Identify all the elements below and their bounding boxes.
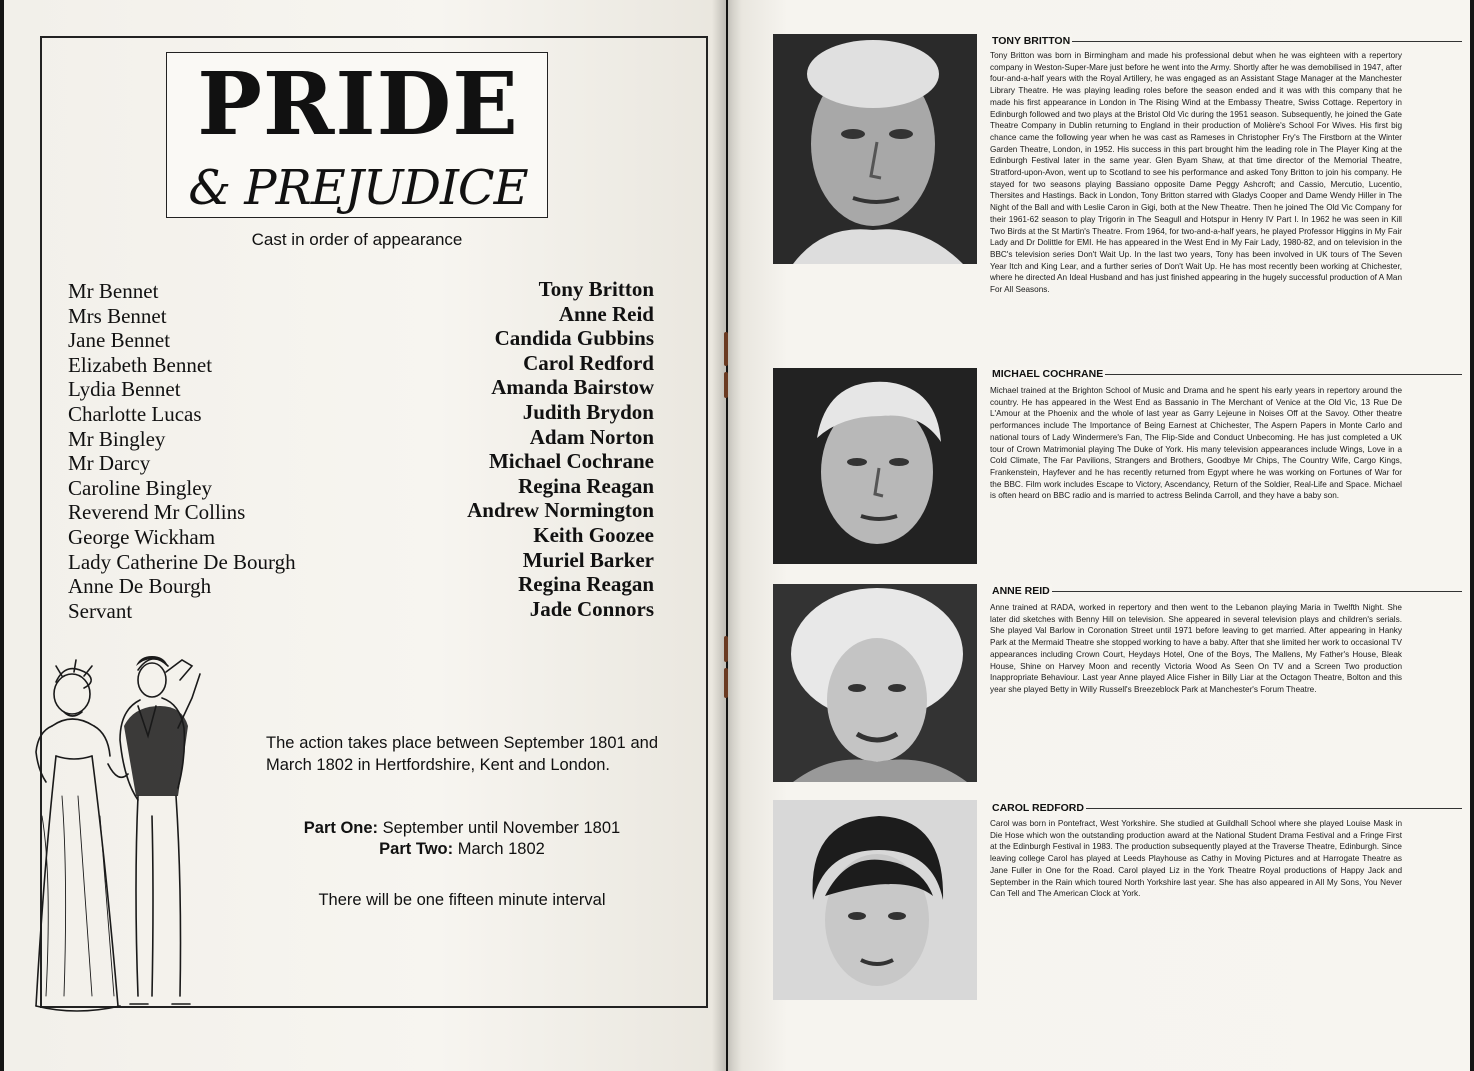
actor-name: Amanda Bairstow — [491, 375, 654, 400]
photo-anne-reid — [773, 584, 977, 782]
bio-text-carol-redford: Carol was born in Pontefract, West Yorkshire. She studied at Guildhall School where she played Louise Mask in Die Hose which won the outstanding production award at the National Student Drama Festival and a Fringe First at the Edinburgh Festival in 1983. The production subsequently played at the Traverse Theatre, Edinburgh. Since leaving college Carol has played at Leeds Playhouse as Cathy in Moving Pictures and at Harrogate Theatre as Jane Fuller in One for the Road. Carol played Liz in the York Theatre Royal productions of Happy Jack and September in the Rain which toured North Yorkshire last year. She has also appeared in All My Sons, You Never Can Tell and The American Clock at York. — [990, 819, 1402, 899]
actor-name: Anne Reid — [558, 301, 654, 326]
interval-note: There will be one fifteen minute interval — [318, 891, 606, 909]
role-name: Caroline Bingley — [68, 475, 213, 500]
bio-name: TONY BRITTON — [992, 35, 1071, 47]
part-two-label: Part Two: — [379, 840, 454, 858]
staple — [724, 636, 728, 662]
actor-name: Andrew Normington — [467, 498, 654, 523]
actor-list — [400, 277, 654, 621]
role-name: Mr Bingley — [68, 426, 166, 451]
role-name: Mr Darcy — [68, 451, 151, 476]
staple — [724, 372, 728, 398]
role-name: Anne De Bourgh — [68, 574, 212, 599]
bio-text-tony-britton: Tony Britton was born in Birmingham and made his professional debut when he was eighteen with a repertory company in Weston-Super-Mare just before he went into the Army. Shortly after he was demobilised in 1947, after four-and-a-half years with the Royal Artillery, he was engaged as an Assistant Stage Manager at the Manchester Library Theatre. He was playing leading roles before the season ended and it was with this company that he made his first appearance in London in The Rising Wind at the Embassy Theatre, Swiss Cottage. Repertory in Edinburgh followed and two plays at the Bristol Old Vic during the 1951 season. Subsequently, he joined the Gate Theatre Company in Dublin returning to England in their production of Molière's School For Wives. His first big chance came the following year when he was cast as Rameses in Christopher Fry's The Firstborn at the Winter Garden Theatre, London, in 1952. His success in this part brought him the leading role in The Player King at the Edinburgh Festival later in the same year. Glen Byam Shaw, at that time director of the Memorial Theatre, Stratford-upon-Avon, went up to Scotland to see his performance and asked Tony Britton to join his company. He stayed for two seasons playing Bassiano opposite Dame Peggy Ashcroft; and Cassio, Mercutio, Lucentio, Thersites and Hastings. Back in London, Tony Britton starred with Gladys Cooper and Dame Wendy Hiller in The Night of the Ball and with Leslie Caron in Gigi, both at the New Theatre. Then he joined The Old Vic Company for their 1961-62 season to play Trigorin in The Seagull and Hotspur in Henry IV Part I. In 1962 he was seen in Kill Two Birds at the St Martin's Theatre. From 1964, for two-and-a-half years, he played Professor Higgins in My Fair Lady and Dr Dolittle for EMI. He has appeared in the West End in My Fair Lady, 1980-82, and on television in the BBC's television series Don't Wait Up. In the last two years, Tony has been involved in UK tours of The Seven Year Itch and King Lear, and a further series of Don't Wait Up. He has most recently been working at Chichester, where he directed An Ideal Husband and has just finished appearing in the hugely successful production of A Man For All Seasons. — [990, 51, 1402, 295]
bio-name: CAROL REDFORD — [992, 802, 1084, 814]
role-name: Servant — [68, 598, 133, 623]
parts-schedule — [266, 818, 658, 860]
title-logo — [166, 52, 548, 218]
photo-tony-britton — [773, 34, 977, 264]
bio-heading-anne-reid — [992, 584, 1462, 598]
spine-shadow — [712, 0, 742, 1071]
actor-name: Tony Britton — [538, 277, 654, 301]
role-name: Mr Bennet — [68, 279, 159, 303]
title-prejudice: & PREJUDICE — [188, 160, 528, 216]
role-name: Elizabeth Bennet — [68, 352, 213, 377]
role-name: Reverend Mr Collins — [68, 500, 246, 525]
staple — [724, 668, 728, 698]
actor-name: Carol Redford — [523, 350, 654, 375]
role-name: Charlotte Lucas — [68, 401, 202, 426]
actor-name: Candida Gubbins — [494, 326, 654, 351]
role-name: Lady Catherine De Bourgh — [68, 549, 296, 574]
role-name: Jane Bennet — [68, 328, 171, 353]
staple — [724, 332, 728, 366]
bio-text-anne-reid: Anne trained at RADA, worked in repertory and then went to the Lebanon playing Maria in Twelfth Night. She later did sketches with Benny Hill on television. She appeared in several television plays and children's serials. She played Val Barlow in Coronation Street until 1971 before leaving to get married. After appearing in Hanky Park at the Mermaid Theatre she stopped working to have a baby. After that she limited her work to occasional TV appearances including Crown Court, Heydays Hotel, One of the Boys, The Mallens, My Father's House, Bleak House, Shine on Harvey Moon and recently Victoria Wood As Seen On TV and a Screen Two production Inappropriate Behaviour. Last year Anne played Alice Fisher in Billy Liar at the Octagon Theatre, Bolton and this year she played Betty in Willy Russell's Breezeblock Park at Manchester's Forum Theatre. — [990, 603, 1402, 694]
part-one-line — [266, 818, 658, 839]
regency-couple-illustration — [12, 646, 232, 1026]
actor-name: Jade Connors — [529, 596, 654, 621]
cast-heading: Cast in order of appearance — [251, 230, 463, 249]
role-list — [68, 279, 368, 623]
actor-name: Judith Brydon — [522, 399, 654, 424]
bio-heading-carol-redford — [992, 801, 1462, 815]
actor-name: Michael Cochrane — [488, 449, 654, 474]
bio-name: ANNE REID — [992, 585, 1050, 597]
bio-name: MICHAEL COCHRANE — [992, 368, 1104, 380]
bio-heading-tony-britton — [992, 34, 1462, 48]
part-two-value: March 1802 — [457, 840, 545, 858]
bio-heading-michael-cochrane — [992, 367, 1462, 381]
part-one-value: September until November 1801 — [382, 819, 621, 837]
photo-carol-redford — [773, 800, 977, 1000]
actor-name: Muriel Barker — [522, 547, 654, 572]
title-pride: PRIDE — [197, 54, 519, 155]
actor-name: Adam Norton — [529, 424, 654, 449]
action-description: The action takes place between September 1801 and March 1802 in Hertfordshire, Kent and London. — [266, 734, 658, 774]
part-two-line — [266, 839, 658, 860]
part-one-label: Part One: — [303, 819, 379, 837]
bio-text-michael-cochrane: Michael trained at the Brighton School of Music and Drama and he spent his early years in repertory around the country. He has appeared in the West End as Bassanio in The Merchant of Venice at the Old Vic, 13 Rue De L'Amour at the Phoenix and the whole of last year as Garry Lejeune in Noises Off at the Savoy. Other theatre performances include The Importance of Being Earnest at Chichester, The Aspern Papers in Monte Carlo and national tours of Lady Windermere's Fan, The Flip-Side and Conduct Unbecoming. He has just completed a UK tour of Crown Matrimonial playing The Duke of York. His many television appearances include Wings, Love in a Cold Climate, The Far Pavilions, Strangers and Brothers, Goodbye Mr Chips, The Country Wife, Cargo Kings, Frankenstein, Hayfever and he has recently returned from Egypt where he was working on Fortunes of War for the BBC. Film work includes Escape to Victory, Ascendancy, Return of the Soldier, Real-Life and Space. Michael is often heard on BBC radio and is married to actress Belinda Carroll, and they have a baby son. — [990, 386, 1402, 501]
role-name: George Wickham — [68, 524, 216, 549]
bio-rule — [992, 591, 1462, 592]
role-name: Mrs Bennet — [68, 303, 167, 328]
role-name: Lydia Bennet — [68, 377, 181, 402]
actor-name: Keith Goozee — [533, 522, 654, 547]
photo-michael-cochrane — [773, 368, 977, 564]
actor-name: Regina Reagan — [518, 572, 654, 597]
actor-name: Regina Reagan — [518, 473, 654, 498]
